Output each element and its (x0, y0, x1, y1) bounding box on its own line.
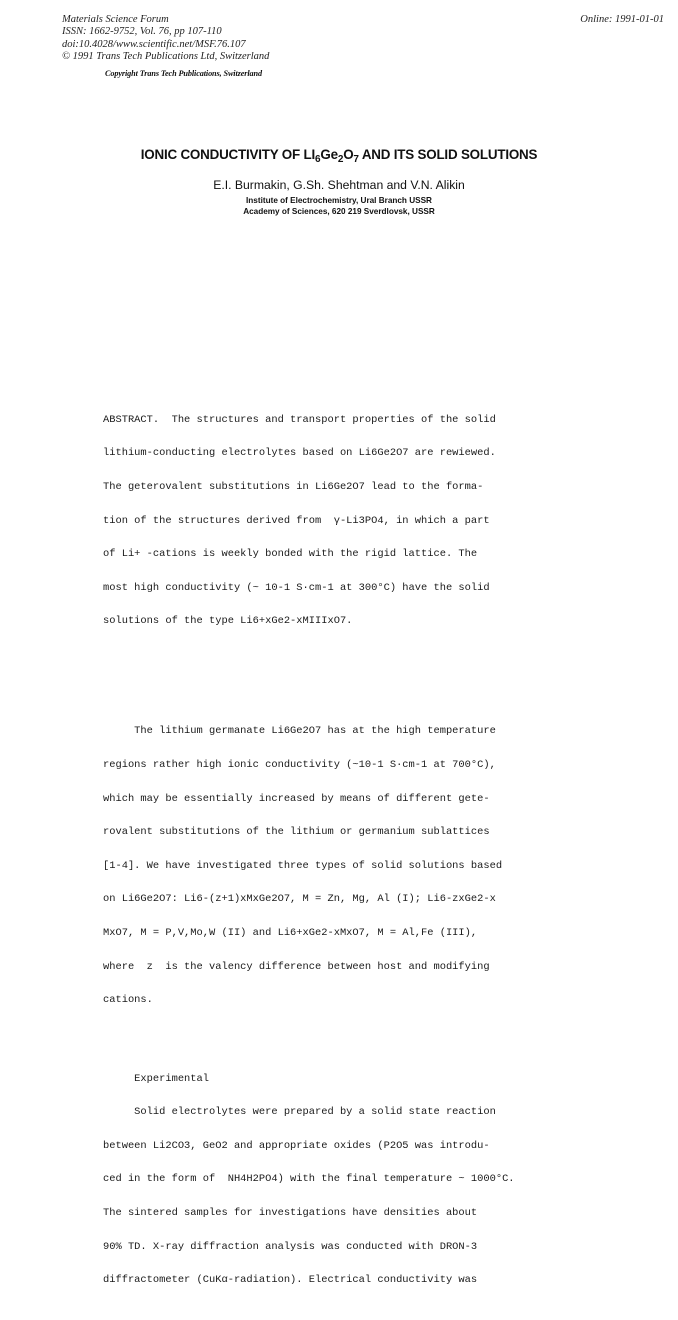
text-line: which may be essentially increased by means of different gete- (103, 792, 490, 805)
text-line: where z is the valency difference between host and modifying (103, 960, 490, 973)
title-text: Ge (320, 147, 338, 162)
text-line: cations. (103, 994, 153, 1007)
text-line: [1-4]. We have investigated three types of solid solutions based (103, 859, 503, 872)
text-line: most high conductivity (~ 10-1 S·cm-1 at 300°C) have the solid (103, 581, 490, 594)
text-line: Solid electrolytes were prepared by a solid state reaction (103, 1106, 496, 1119)
text-line: tion of the structures derived from γ-Li3PO4, in which a part (103, 514, 490, 527)
text-line: solutions of the type Li6+xGe2-xMIIIxO7. (103, 615, 353, 628)
text-line: 90% TD. X-ray diffraction analysis was conducted with DRON-3 (103, 1240, 478, 1253)
journal-name: Materials Science Forum (62, 14, 169, 25)
text-line: MxO7, M = P,V,Mo,W (II) and Li6+xGe2-xMxO7, M = Al,Fe (III), (103, 926, 478, 939)
title-subscript: 6 (314, 154, 321, 165)
title-text: AND ITS SOLID SOLUTIONS (358, 147, 538, 162)
section-heading: Experimental (103, 1072, 210, 1085)
text-line: The lithium germanate Li6Ge2O7 has at the high temperature (103, 725, 496, 738)
issn-line: ISSN: 1662-9752, Vol. 76, pp 107-110 (62, 26, 222, 38)
body-text (103, 370, 553, 1320)
copyright-notice: Copyright Trans Tech Publications, Switzerland (105, 69, 262, 78)
abstract (103, 392, 553, 650)
title-text: O (343, 147, 354, 162)
experimental-section (103, 1051, 553, 1309)
affiliation-line: Institute of Electrochemistry, Ural Branch USSR (246, 196, 432, 205)
introduction (103, 704, 553, 1029)
affiliation-line: Academy of Sciences, 620 219 Sverdlovsk, USSR (243, 207, 435, 216)
text-line: The sintered samples for investigations have densities about (103, 1207, 478, 1220)
text-line: ced in the form of NH4H2PO4) with the final temperature ~ 1000°C. (103, 1173, 515, 1186)
text-line: diffractometer (CuKα-radiation). Electrical conductivity was (103, 1274, 478, 1287)
authors: E.I. Burmakin, G.Sh. Shehtman and V.N. Alikin (213, 178, 465, 192)
text-line: rovalent substitutions of the lithium or germanium sublattices (103, 826, 490, 839)
journal-metadata (62, 14, 269, 63)
title-subscript: 7 (353, 154, 359, 165)
paper-title (0, 147, 678, 165)
text-line: lithium-conducting electrolytes based on Li6Ge2O7 are rewiewed. (103, 447, 496, 460)
text-line: The geterovalent substitutions in Li6Ge2O7 lead to the forma- (103, 481, 484, 494)
doi-line: doi:10.4028/www.scientific.net/MSF.76.107 (62, 38, 246, 50)
publisher-line: © 1991 Trans Tech Publications Ltd, Switzerland (62, 50, 270, 62)
text-line: ABSTRACT. The structures and transport properties of the solid (103, 413, 496, 426)
online-date: Online: 1991-01-01 (580, 14, 664, 25)
title-subscript: 2 (337, 154, 344, 165)
text-line: regions rather high ionic conductivity (~10-1 S·cm-1 at 700°C), (103, 758, 496, 771)
text-line: on Li6Ge2O7: Li6-(z+1)xMxGe2O7, M = Zn, Mg, Al (I); Li6-zxGe2-x (103, 893, 496, 906)
text-line: between Li2CO3, GeO2 and appropriate oxides (P2O5 was introdu- (103, 1139, 490, 1152)
text-line: of Li+ -cations is weekly bonded with the rigid lattice. The (103, 548, 478, 561)
affiliation (0, 195, 678, 217)
title-text: IONIC CONDUCTIVITY OF LI (140, 147, 315, 162)
